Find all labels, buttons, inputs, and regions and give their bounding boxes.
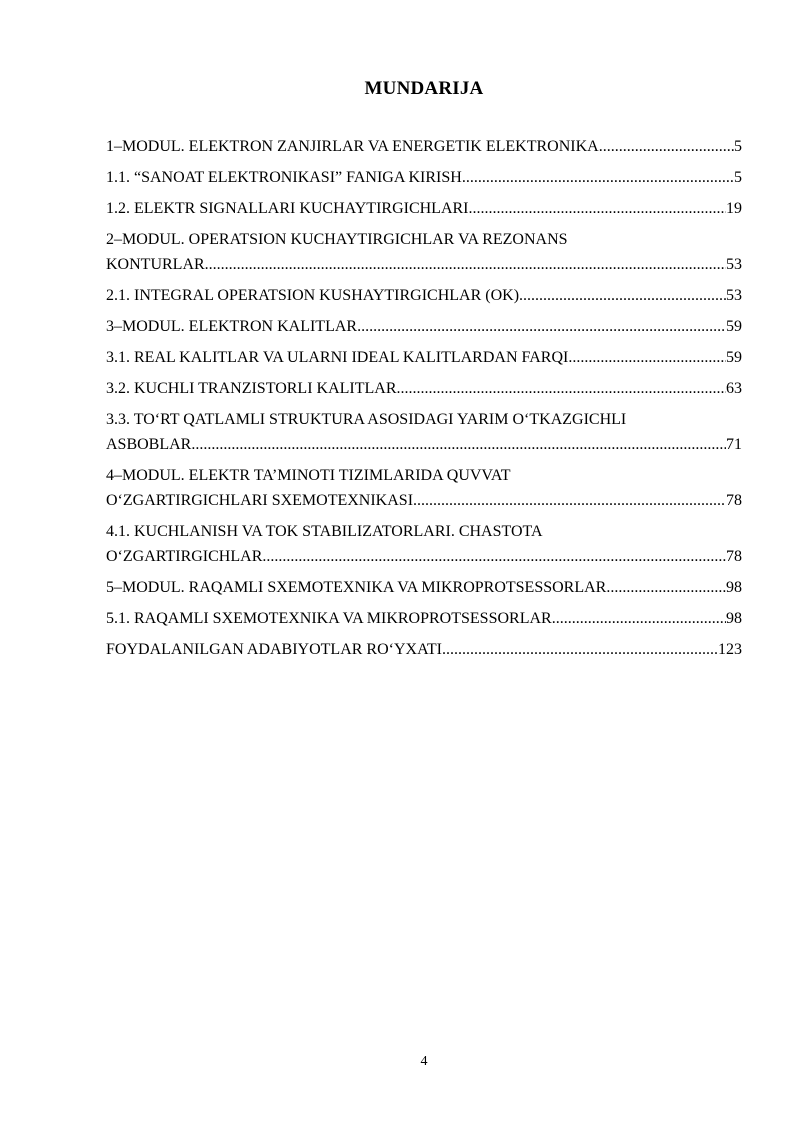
toc-entry-line [106,165,742,190]
toc-entry[interactable] [106,165,742,190]
toc-entry[interactable] [106,606,742,631]
toc-leader-dots [469,196,727,221]
toc-entry-line [106,345,742,370]
toc-entry-title: 1.2. ELEKTR SIGNALLARI KUCHAYTIRGICHLARI [106,200,469,217]
toc-entry-page: 123 [718,641,742,658]
toc-entry-title: O‘ZGARTIRGICHLARI SXEMOTEXNIKASI [106,492,414,509]
toc-entry-line [106,376,742,401]
toc-entry-title: 1–MODUL. ELEKTRON ZANJIRLAR VA ENERGETIK ELEKTRONIKA [106,138,599,155]
toc-leader-dots [442,637,718,662]
page-number: 4 [420,1054,428,1069]
toc-entry-title: ASBOBLAR [106,436,192,453]
toc-entry-page: 19 [726,200,742,217]
toc-entry-line [106,432,742,457]
toc-entry-page: 71 [726,436,742,453]
toc-entry-page: 59 [726,349,742,366]
toc-entry[interactable] [106,637,742,662]
toc-entry-title: FOYDALANILGAN ADABIYOTLAR RO‘YXATI [106,641,442,658]
toc-entry[interactable] [106,519,742,569]
toc-entry-title: 5–MODUL. RAQAMLI SXEMOTEXNIKA VA MIKROPROTSESSORLAR [106,579,607,596]
toc-entry[interactable] [106,283,742,308]
toc-entry[interactable] [106,314,742,339]
toc-entry-title: 3.2. KUCHLI TRANZISTORLI KALITLAR [106,380,397,397]
toc-entry-line [106,196,742,221]
toc-leader-dots [552,606,726,631]
toc-leader-dots [599,134,734,159]
toc-leader-dots [519,283,726,308]
toc-entry-line [106,252,742,277]
toc-entry-line [106,637,742,662]
toc-entry-title: KONTURLAR [106,256,205,273]
toc-entry-page: 78 [726,548,742,565]
toc-entry-title: 2.1. INTEGRAL OPERATSION KUSHAYTIRGICHLAR (OK) [106,287,520,304]
toc-entry-page: 5 [734,169,742,186]
toc-entry-line [106,606,742,631]
toc-entry-line [106,488,742,513]
toc-entry-page: 78 [726,492,742,509]
toc-leader-dots [357,314,726,339]
page-title: MUNDARIJA [364,78,484,99]
toc-entry-title-line: 2–MODUL. OPERATSION KUCHAYTIRGICHLAR VA REZONANS [106,231,568,248]
toc-entry[interactable] [106,345,742,370]
toc-entry[interactable] [106,407,742,457]
toc-entry[interactable] [106,463,742,513]
toc-entry-title-line: 3.3. TO‘RT QATLAMLI STRUKTURA ASOSIDAGI YARIM O‘TKAZGICHLI [106,411,627,428]
toc-leader-dots [397,376,727,401]
toc-entry[interactable] [106,196,742,221]
toc-entry[interactable] [106,376,742,401]
toc-entry-line [106,283,742,308]
toc-entry[interactable] [106,134,742,159]
toc-entry-title: 1.1. “SANOAT ELEKTRONIKASI” FANIGA KIRISH [106,169,462,186]
toc-entry-page: 98 [726,610,742,627]
toc-entry-line [106,314,742,339]
toc-leader-dots [568,345,726,370]
toc-entry[interactable] [106,227,742,277]
toc-leader-dots [606,575,726,600]
toc-entry-title-line: 4–MODUL. ELEKTR TA’MINOTI TIZIMLARIDA QUVVAT [106,467,511,484]
toc-entry-title: 5.1. RAQAMLI SXEMOTEXNIKA VA MIKROPROTSESSORLAR [106,610,552,627]
toc-leader-dots [413,488,726,513]
toc-entry-title: O‘ZGARTIRGICHLAR [106,548,263,565]
toc-entry-page: 98 [726,579,742,596]
toc-entry-title: 3.1. REAL KALITLAR VA ULARNI IDEAL KALITLARDAN FARQI [106,349,569,366]
table-of-contents [106,134,742,668]
toc-leader-dots [191,432,726,457]
toc-entry-page: 59 [726,318,742,335]
toc-entry-title: 3–MODUL. ELEKTRON KALITLAR [106,318,358,335]
toc-entry-page: 53 [726,256,742,273]
toc-entry-line [106,134,742,159]
toc-entry-page: 5 [734,138,742,155]
toc-entry-line [106,544,742,569]
toc-entry-page: 63 [726,380,742,397]
toc-leader-dots [205,252,726,277]
toc-entry-title-line: 4.1. KUCHLANISH VA TOK STABILIZATORLARI. CHASTOTA [106,523,543,540]
toc-entry-page: 53 [726,287,742,304]
toc-leader-dots [262,544,726,569]
toc-leader-dots [462,165,734,190]
toc-entry-line [106,575,742,600]
toc-entry[interactable] [106,575,742,600]
